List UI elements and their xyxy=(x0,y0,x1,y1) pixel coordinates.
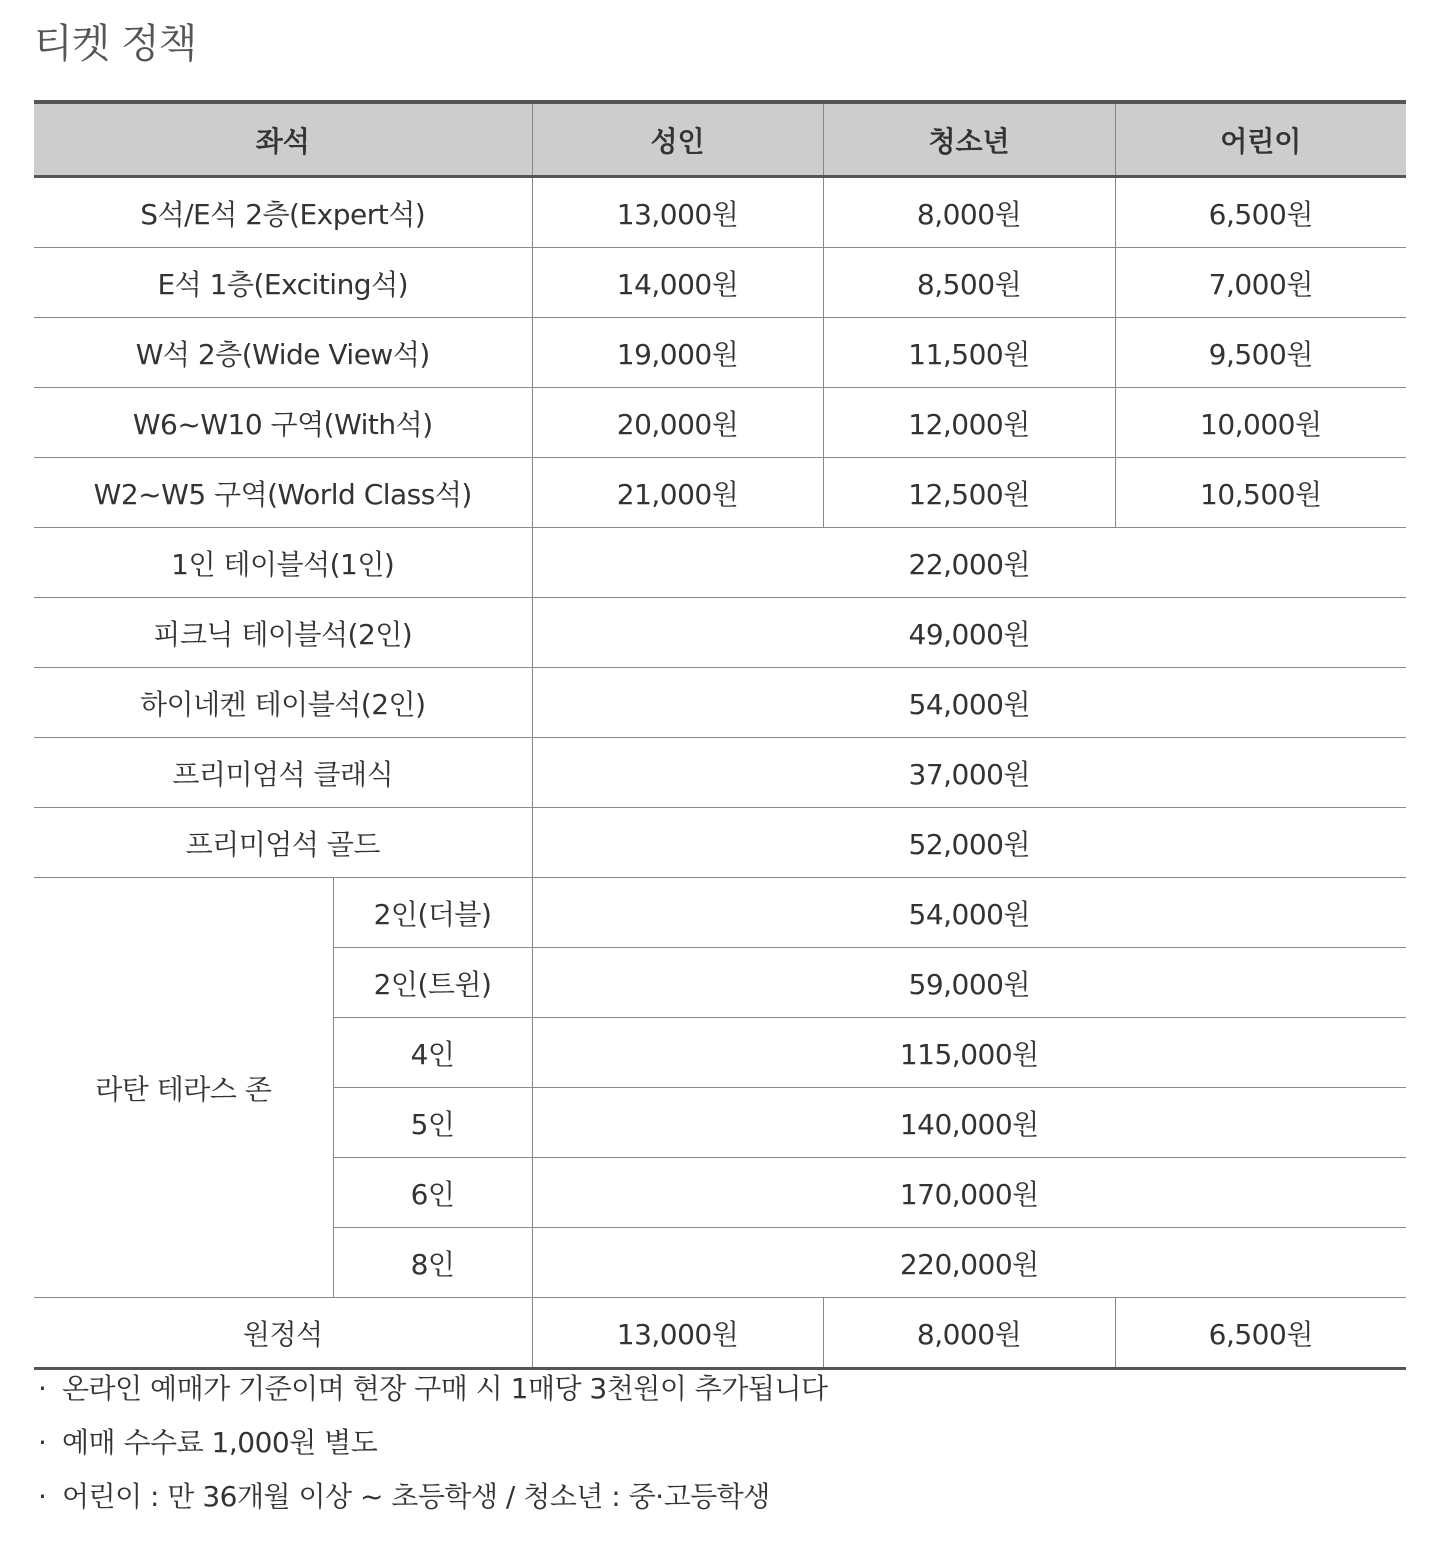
seat-name-cell: W2~W5 구역(World Class석) xyxy=(34,458,532,528)
child-price-cell: 7,000원 xyxy=(1115,248,1406,318)
note-text: 어린이 : 만 36개월 이상 ~ 초등학생 / 청소년 : 중·고등학생 xyxy=(62,1480,770,1513)
note-text: 온라인 예매가 기준이며 현장 구매 시 1매당 3천원이 추가됩니다 xyxy=(62,1372,828,1405)
youth-price-cell: 11,500원 xyxy=(823,318,1115,388)
terrace-size-cell: 5인 xyxy=(333,1088,532,1158)
note-item xyxy=(38,1416,828,1470)
adult-price-cell: 13,000원 xyxy=(532,1298,823,1369)
child-price-cell: 10,500원 xyxy=(1115,458,1406,528)
flat-price-cell: 115,000원 xyxy=(532,1018,1406,1088)
flat-price-cell: 220,000원 xyxy=(532,1228,1406,1298)
note-item xyxy=(38,1362,828,1416)
seat-name-cell: 피크닉 테이블석(2인) xyxy=(34,598,532,668)
flat-price-cell: 37,000원 xyxy=(532,738,1406,808)
terrace-zone-cell: 라탄 테라스 존 xyxy=(34,878,333,1298)
seat-name-cell: 프리미엄석 골드 xyxy=(34,808,532,878)
header-youth: 청소년 xyxy=(823,102,1115,177)
header-adult: 성인 xyxy=(532,102,823,177)
flat-price-cell: 22,000원 xyxy=(532,528,1406,598)
youth-price-cell: 8,000원 xyxy=(823,1298,1115,1369)
flat-price-cell: 140,000원 xyxy=(532,1088,1406,1158)
table-row xyxy=(34,528,1406,598)
flat-price-cell: 59,000원 xyxy=(532,948,1406,1018)
terrace-size-cell: 2인(트윈) xyxy=(333,948,532,1018)
ticket-price-table xyxy=(34,100,1406,1370)
seat-name-cell: W석 2층(Wide View석) xyxy=(34,318,532,388)
flat-price-cell: 52,000원 xyxy=(532,808,1406,878)
table-row xyxy=(34,248,1406,318)
table-row xyxy=(34,1298,1406,1369)
seat-name-cell: 프리미엄석 클래식 xyxy=(34,738,532,808)
table-row xyxy=(34,808,1406,878)
child-price-cell: 10,000원 xyxy=(1115,388,1406,458)
terrace-size-cell: 6인 xyxy=(333,1158,532,1228)
adult-price-cell: 19,000원 xyxy=(532,318,823,388)
child-price-cell: 6,500원 xyxy=(1115,1298,1406,1369)
page-title: 티켓 정책 xyxy=(34,21,197,67)
flat-price-cell: 54,000원 xyxy=(532,878,1406,948)
youth-price-cell: 8,500원 xyxy=(823,248,1115,318)
adult-price-cell: 13,000원 xyxy=(532,177,823,248)
header-child: 어린이 xyxy=(1115,102,1406,177)
seat-name-cell: S석/E석 2층(Expert석) xyxy=(34,177,532,248)
note-item xyxy=(38,1470,828,1524)
adult-price-cell: 21,000원 xyxy=(532,458,823,528)
bullet-icon: · xyxy=(38,1426,47,1459)
youth-price-cell: 8,000원 xyxy=(823,177,1115,248)
table-row xyxy=(34,878,1406,948)
seat-name-cell: W6~W10 구역(With석) xyxy=(34,388,532,458)
terrace-size-cell: 4인 xyxy=(333,1018,532,1088)
bullet-icon: · xyxy=(38,1480,47,1513)
adult-price-cell: 14,000원 xyxy=(532,248,823,318)
flat-price-cell: 49,000원 xyxy=(532,598,1406,668)
flat-price-cell: 54,000원 xyxy=(532,668,1406,738)
youth-price-cell: 12,500원 xyxy=(823,458,1115,528)
header-seat: 좌석 xyxy=(34,102,532,177)
table-header-row xyxy=(34,102,1406,177)
table-row xyxy=(34,738,1406,808)
seat-name-cell: 1인 테이블석(1인) xyxy=(34,528,532,598)
note-text: 예매 수수료 1,000원 별도 xyxy=(62,1426,378,1459)
child-price-cell: 6,500원 xyxy=(1115,177,1406,248)
terrace-size-cell: 8인 xyxy=(333,1228,532,1298)
table-row xyxy=(34,177,1406,248)
seat-name-cell: 원정석 xyxy=(242,1317,323,1351)
notes-list xyxy=(38,1362,828,1524)
bullet-icon: · xyxy=(38,1372,47,1405)
table-row xyxy=(34,668,1406,738)
table-row xyxy=(34,318,1406,388)
youth-price-cell: 12,000원 xyxy=(823,388,1115,458)
terrace-size-cell: 2인(더블) xyxy=(333,878,532,948)
table-row xyxy=(34,458,1406,528)
table-row xyxy=(34,598,1406,668)
adult-price-cell: 20,000원 xyxy=(532,388,823,458)
table-row xyxy=(34,388,1406,458)
flat-price-cell: 170,000원 xyxy=(532,1158,1406,1228)
seat-name-cell: 하이네켄 테이블석(2인) xyxy=(34,668,532,738)
seat-name-cell: E석 1층(Exciting석) xyxy=(34,248,532,318)
child-price-cell: 9,500원 xyxy=(1115,318,1406,388)
